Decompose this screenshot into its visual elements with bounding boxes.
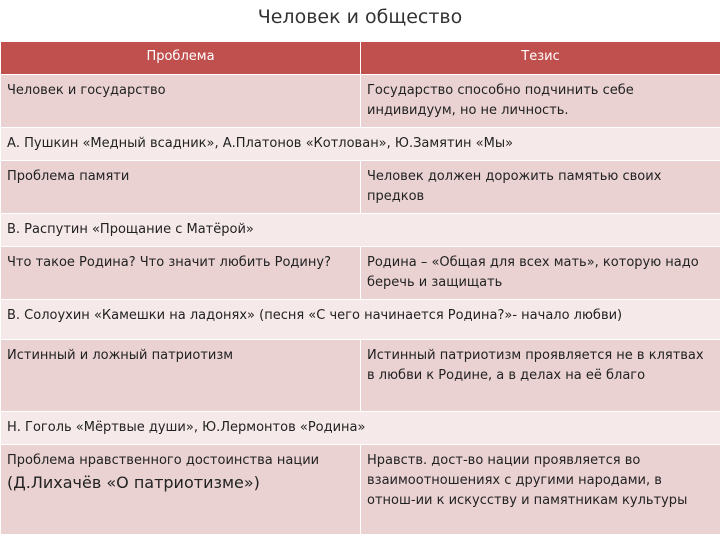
thesis-cell: Родина – «Общая для всех мать», которую надо беречь и защищать (361, 247, 720, 300)
problem-text: Проблема нравственного достоинства нации (7, 453, 320, 468)
problem-cell: Проблема памяти (1, 161, 361, 214)
table-row (1, 161, 720, 214)
table-row (1, 300, 720, 340)
thesis-cell: Государство способно подчинить себе индивидуум, но не личность. (361, 75, 720, 128)
problem-cell: Человек и государство (1, 75, 361, 128)
table-row (1, 247, 720, 300)
thesis-cell: Нравств. дост-во нации проявляется во взаимоотношениях с другими народами, в отнош-ии к искусству и памятникам культуры (361, 445, 720, 535)
page-title: Человек и общество (257, 6, 463, 28)
works-cell: А. Пушкин «Медный всадник», А.Платонов «Котлован», Ю.Замятин «Мы» (1, 128, 720, 161)
problem-thesis-table (0, 41, 720, 535)
thesis-cell: Истинный патриотизм проявляется не в клятвах в любви к Родине, а в делах на её благо (361, 340, 720, 412)
works-cell: В. Солоухин «Камешки на ладонях» (песня «С чего начинается Родина?»- начало любви) (1, 300, 720, 340)
table-row (1, 214, 720, 247)
problem-cell: Что такое Родина? Что значит любить Родину? (1, 247, 361, 300)
thesis-cell: Человек должен дорожить памятью своих предков (361, 161, 720, 214)
column-header-thesis: Тезис (361, 42, 720, 75)
problem-cell (1, 445, 361, 535)
table-header-row (1, 42, 720, 75)
works-cell: В. Распутин «Прощание с Матёрой» (1, 214, 720, 247)
table-row (1, 340, 720, 412)
table-row (1, 75, 720, 128)
works-cell: Н. Гоголь «Мёртвые души», Ю.Лермонтов «Родина» (1, 412, 720, 445)
problem-cell: Истинный и ложный патриотизм (1, 340, 361, 412)
problem-note: (Д.Лихачёв «О патриотизме») (7, 473, 260, 492)
table-row (1, 445, 720, 535)
column-header-problem: Проблема (1, 42, 361, 75)
table-row (1, 128, 720, 161)
table-row (1, 412, 720, 445)
